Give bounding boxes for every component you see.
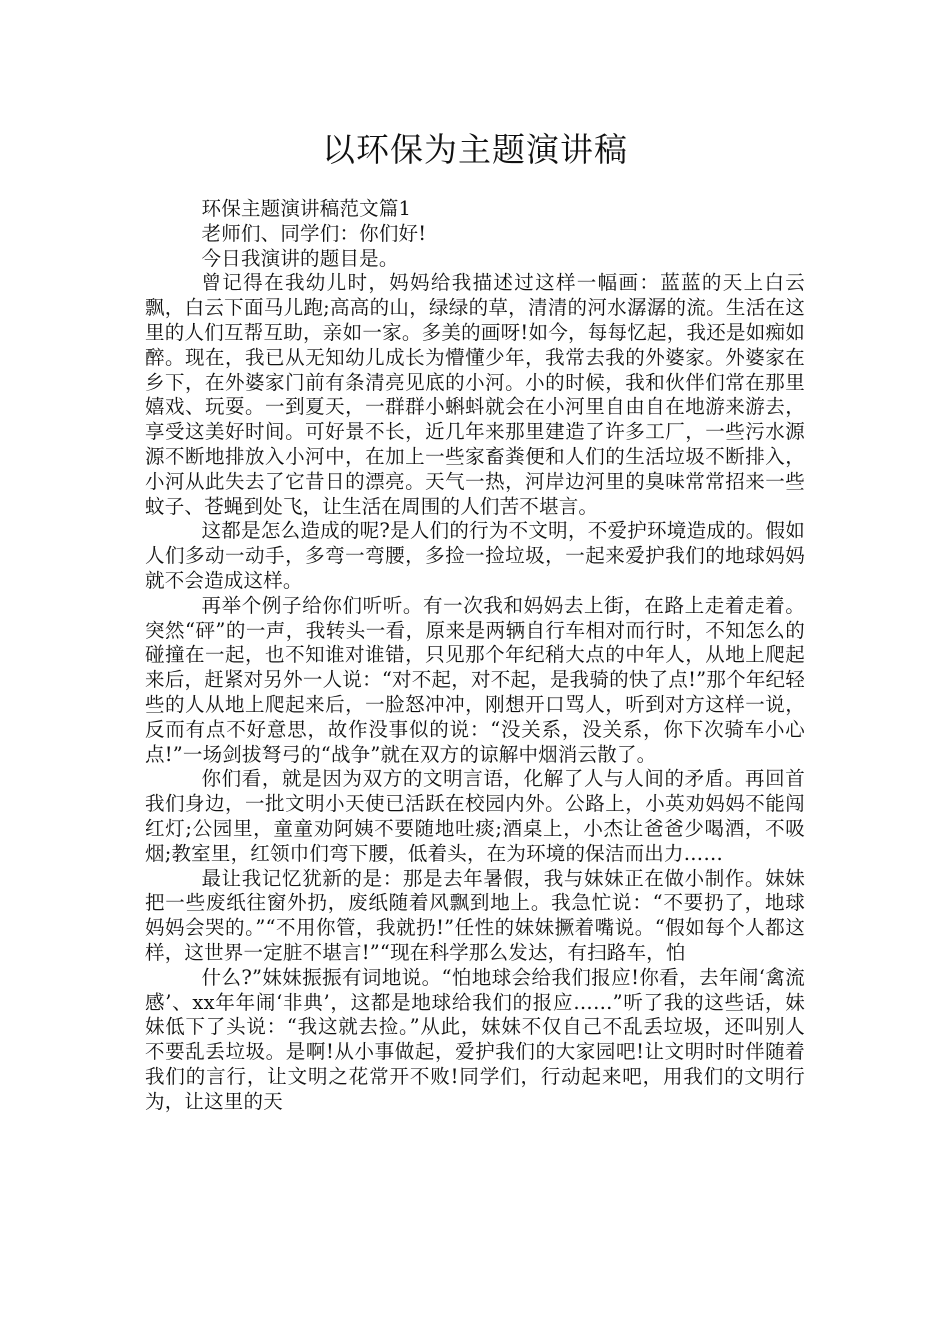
paragraph: 什么?”妹妹振振有词地说。“怕地球会给我们报应!你看，去年闹‘禽流感’、xx年年闹‘非典’，这都是地球给我们的报应……”听了我的这些话，妹妹低下了头说：“我这就去捡。”从此，妹妹不仅自己不乱丢垃圾，还叫别人不要乱丢垃圾。是啊!从小事做起，爱护我们的大家园吧!让文明时时伴随着我们的言行，让文明之花常开不败!同学们，行动起来吧，用我们的文明行为，让这里的天 xyxy=(145,965,805,1113)
paragraph: 最让我记忆犹新的是：那是去年暑假，我与妹妹正在做小制作。妹妹把一些废纸往窗外扔，废纸随着风飘到地上。我急忙说：“不要扔了，地球妈妈会哭的。”“不用你管，我就扔!”任性的妹妹撅着嘴说。“假如每个人都这样，这世界一定脏不堪言!”“现在科学那么发达，有扫路车，怕 xyxy=(145,866,805,964)
paragraph: 老师们、同学们：你们好! xyxy=(201,221,427,245)
document-title: 以环保为主题演讲稿 xyxy=(322,130,628,169)
document-body xyxy=(145,197,805,1114)
paragraph: 今日我演讲的题目是。 xyxy=(201,246,399,270)
paragraph: 这都是怎么造成的呢?是人们的行为不文明，不爱护环境造成的。假如人们多动一动手，多弯一弯腰，多捡一捡垃圾，一起来爱护我们的地球妈妈就不会造成这样。 xyxy=(145,519,805,592)
paragraph: 你们看，就是因为双方的文明言语，化解了人与人间的矛盾。再回首我们身边，一批文明小天使已活跃在校园内外。公路上，小英劝妈妈不能闯红灯;公园里，童童劝阿姨不要随地吐痰;酒桌上，小杰让爸爸少喝酒，不吸烟;教室里，红领巾们弯下腰，低着头，在为环境的保洁而出力…… xyxy=(145,767,805,865)
paragraph: 环保主题演讲稿范文篇1 xyxy=(201,197,412,220)
paragraph: 曾记得在我幼儿时，妈妈给我描述过这样一幅画：蓝蓝的天上白云飘，白云下面马儿跑;高高的山，绿绿的草，清清的河水潺潺的流。生活在这里的人们互帮互助，亲如一家。多美的画呀!如今，每每忆起，我还是如痴如醉。现在，我已从无知幼儿成长为懵懂少年，我常去我的外婆家。外婆家在乡下，在外婆家门前有条清亮见底的小河。小的时候，我和伙伴们常在那里嬉戏、玩耍。一到夏天，一群群小蝌蚪就会在小河里自由自在地游来游去，享受这美好时间。可好景不长，近几年来那里建造了许多工厂，一些污水源源不断地排放入小河中，在加上一些家畜粪便和人们的生活垃圾不断排入，小河从此失去了它昔日的漂亮。天气一热，河岸边河里的臭味常常招来一些蚊子、苍蝇到处飞，让生活在周围的人们苦不堪言。 xyxy=(145,271,805,518)
paragraph: 再举个例子给你们听听。有一次我和妈妈去上街，在路上走着走着。突然“砰”的一声，我转头一看，原来是两辆自行车相对而行时，不知怎么的碰撞在一起，也不知谁对谁错，只见那个年纪稍大点的中年人，从地上爬起来后，赶紧对另外一人说：“对不起，对不起，是我骑的快了点!”那个年纪轻些的人从地上爬起来后，一脸怒冲冲，刚想开口骂人，听到对方这样一说，反而有点不好意思，故作没事似的说：“没关系，没关系，你下次骑车小心点!”一场剑拔弩弓的“战争”就在双方的谅解中烟消云散了。 xyxy=(145,593,805,766)
